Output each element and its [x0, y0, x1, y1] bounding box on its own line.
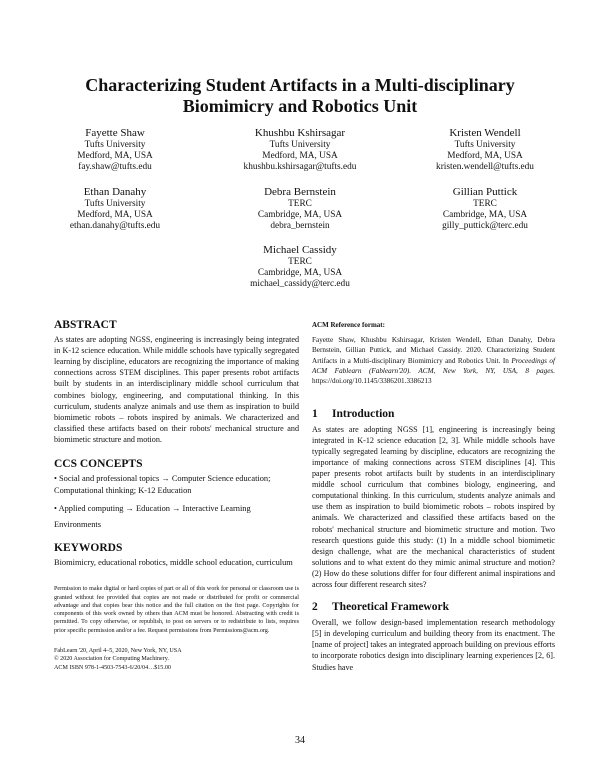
doi-link[interactable]: https://doi.org/10.1145/3386201.3386213: [312, 377, 432, 386]
theoretical-framework-text: Overall, we follow design-based implementation research methodology [5] in developing curriculum and building theory from its enactment. The [name of project] takes an integrated approach building on previous efforts to incorporate robotics design into disciplinary learning experiences [2, 6]. Studies have: [312, 618, 555, 672]
author-block: [25, 126, 205, 173]
section-heading-theoretical-framework: 2 Theoretical Framework: [312, 601, 449, 614]
author-name: Kristen Wendell: [449, 127, 521, 139]
author-location: Medford, MA, USA: [77, 210, 153, 220]
keywords-text: Biomimicry, educational robotics, middle school education, curriculum: [54, 558, 293, 568]
ccs-item: • Applied computing → Education → Interactive Learning Environments: [54, 504, 251, 530]
abstract-text: As states are adopting NGSS, engineering is increasingly being integrated in K-12 science education. While middle schools have typically segregated learning by discipline, educators are recognizing the importance of making connections across STEM disciplines. This paper presents robot artifacts built by students in an interdisciplinary middle school curriculum that combines biology, engineering, and computational thinking. In this curriculum, students analyze animals and use them as inspiration to build biomimetic robots – robots inspired by animals. We characterized and classified these artifacts based on their robots' mechanical structure and biomimetic structure and motion.: [54, 335, 299, 444]
author-email[interactable]: debra_bernstein: [270, 221, 330, 231]
conference-line: FabLearn '20, April 4–5, 2020, New York, NY, USA: [54, 648, 182, 654]
author-name: Khushbu Kshirsagar: [254, 127, 346, 139]
author-location: Cambridge, MA, USA: [257, 210, 343, 220]
ccs-heading: CCS CONCEPTS: [54, 458, 143, 471]
author-email[interactable]: fay.shaw@tufts.edu: [78, 162, 152, 172]
author-affiliation: TERC: [473, 199, 497, 209]
author-location: Medford, MA, USA: [447, 151, 523, 161]
author-affiliation: Tufts University: [454, 140, 516, 150]
author-email[interactable]: gilly_puttick@terc.edu: [442, 221, 528, 231]
keywords-heading: KEYWORDS: [54, 542, 123, 555]
author-location: Medford, MA, USA: [77, 151, 153, 161]
page-number: 34: [295, 735, 305, 746]
conference-info: [54, 647, 299, 672]
author-block: [395, 185, 575, 232]
right-column: [312, 320, 555, 673]
reference-format-heading: ACM Reference format:: [312, 321, 385, 329]
author-affiliation: TERC: [288, 199, 312, 209]
copyright-line: © 2020 Association for Computing Machinery.: [54, 656, 169, 663]
author-email[interactable]: michael_cassidy@terc.edu: [250, 279, 350, 289]
author-block: [210, 243, 390, 290]
author-name: Debra Bernstein: [264, 186, 336, 198]
left-column: [54, 320, 299, 672]
author-affiliation: Tufts University: [84, 140, 146, 150]
author-block: [210, 185, 390, 232]
author-name: Michael Cassidy: [263, 244, 337, 256]
author-location: Cambridge, MA, USA: [257, 268, 343, 278]
author-block: [25, 185, 205, 232]
reference-format-text: Fayette Shaw, Khushbu Kshirsagar, Kristen Wendell, Ethan Danahy, Debra Bernstein, Gillian Puttick, and Michael Cassidy. 2020. Characterizing Student Artifacts in a Multi-disciplinary Biomimicry and Robotics Unit. In Proceedings of ACM Fablearn (Fablearn'20). ACM, New York, NY, USA, 8 pages. https://doi.org/10.1145/3386201.3386213: [312, 336, 555, 386]
introduction-text: As states are adopting NGSS [1], engineering is increasingly being integrated in K-12 science education [2, 3]. While middle schools have typically segregated learning by discipline, educators are recognizing the importance of making connections across STEM disciplines [4]. This paper presents robot artifacts built by students in an interdisciplinary middle school curriculum that combines biology, engineering, and computational thinking. In this curriculum, students analyze animals and use them as inspiration to build biomimetic robots – robots inspired by animals. We characterized and classified these artifacts based on the robots' mechanical structure and biomimetic structure and motion. Two research questions guide this study: (1) In a middle school biomimetic design challenge, what are the mechanical characteristics of student solutions and to what extent do they mimic animal structure and motion? (2) How do these solutions differ for four different animal inspirations and across four different research sites?: [312, 424, 555, 589]
abstract-heading: ABSTRACT: [54, 319, 117, 331]
author-name: Gillian Puttick: [452, 186, 518, 198]
author-block: [395, 126, 575, 173]
author-location: Cambridge, MA, USA: [442, 210, 528, 220]
author-affiliation: Tufts University: [84, 199, 146, 209]
author-location: Medford, MA, USA: [262, 151, 338, 161]
author-email[interactable]: ethan.danahy@tufts.edu: [69, 221, 161, 231]
ccs-item: • Social and professional topics → Computer Science education; Computational thinking; K-12 Education: [54, 474, 271, 496]
permission-notice: Permission to make digital or hard copies of part or all of this work for personal or classroom use is granted without fee provided that copies are not made or distributed for profit or commercial advantage and that copies bear this notice and the full citation on the first page. Copyrights for components of this work owned by others than ACM must be honored. Abstracting with credit is permitted. To copy otherwise, or republish, to post on servers or to redistribute to lists, requires prior specific permission and/or a fee. Request permissions from Permissions@acm.org.: [54, 586, 299, 634]
author-name: Ethan Danahy: [83, 186, 147, 198]
author-affiliation: TERC: [288, 257, 312, 267]
paper-title: Characterizing Student Artifacts in a Multi-disciplinary Biomimicry and Robotics Unit: [85, 75, 515, 116]
author-name: Fayette Shaw: [85, 127, 145, 139]
author-email[interactable]: kristen.wendell@tufts.edu: [436, 162, 534, 172]
author-block: [210, 126, 390, 173]
author-affiliation: Tufts University: [269, 140, 331, 150]
author-email[interactable]: khushbu.kshirsagar@tufts.edu: [243, 162, 357, 172]
isbn-line: ACM ISBN 978-1-4503-7543-6/20/04…$15.00: [54, 664, 171, 671]
section-heading-introduction: 1 Introduction: [312, 407, 395, 420]
